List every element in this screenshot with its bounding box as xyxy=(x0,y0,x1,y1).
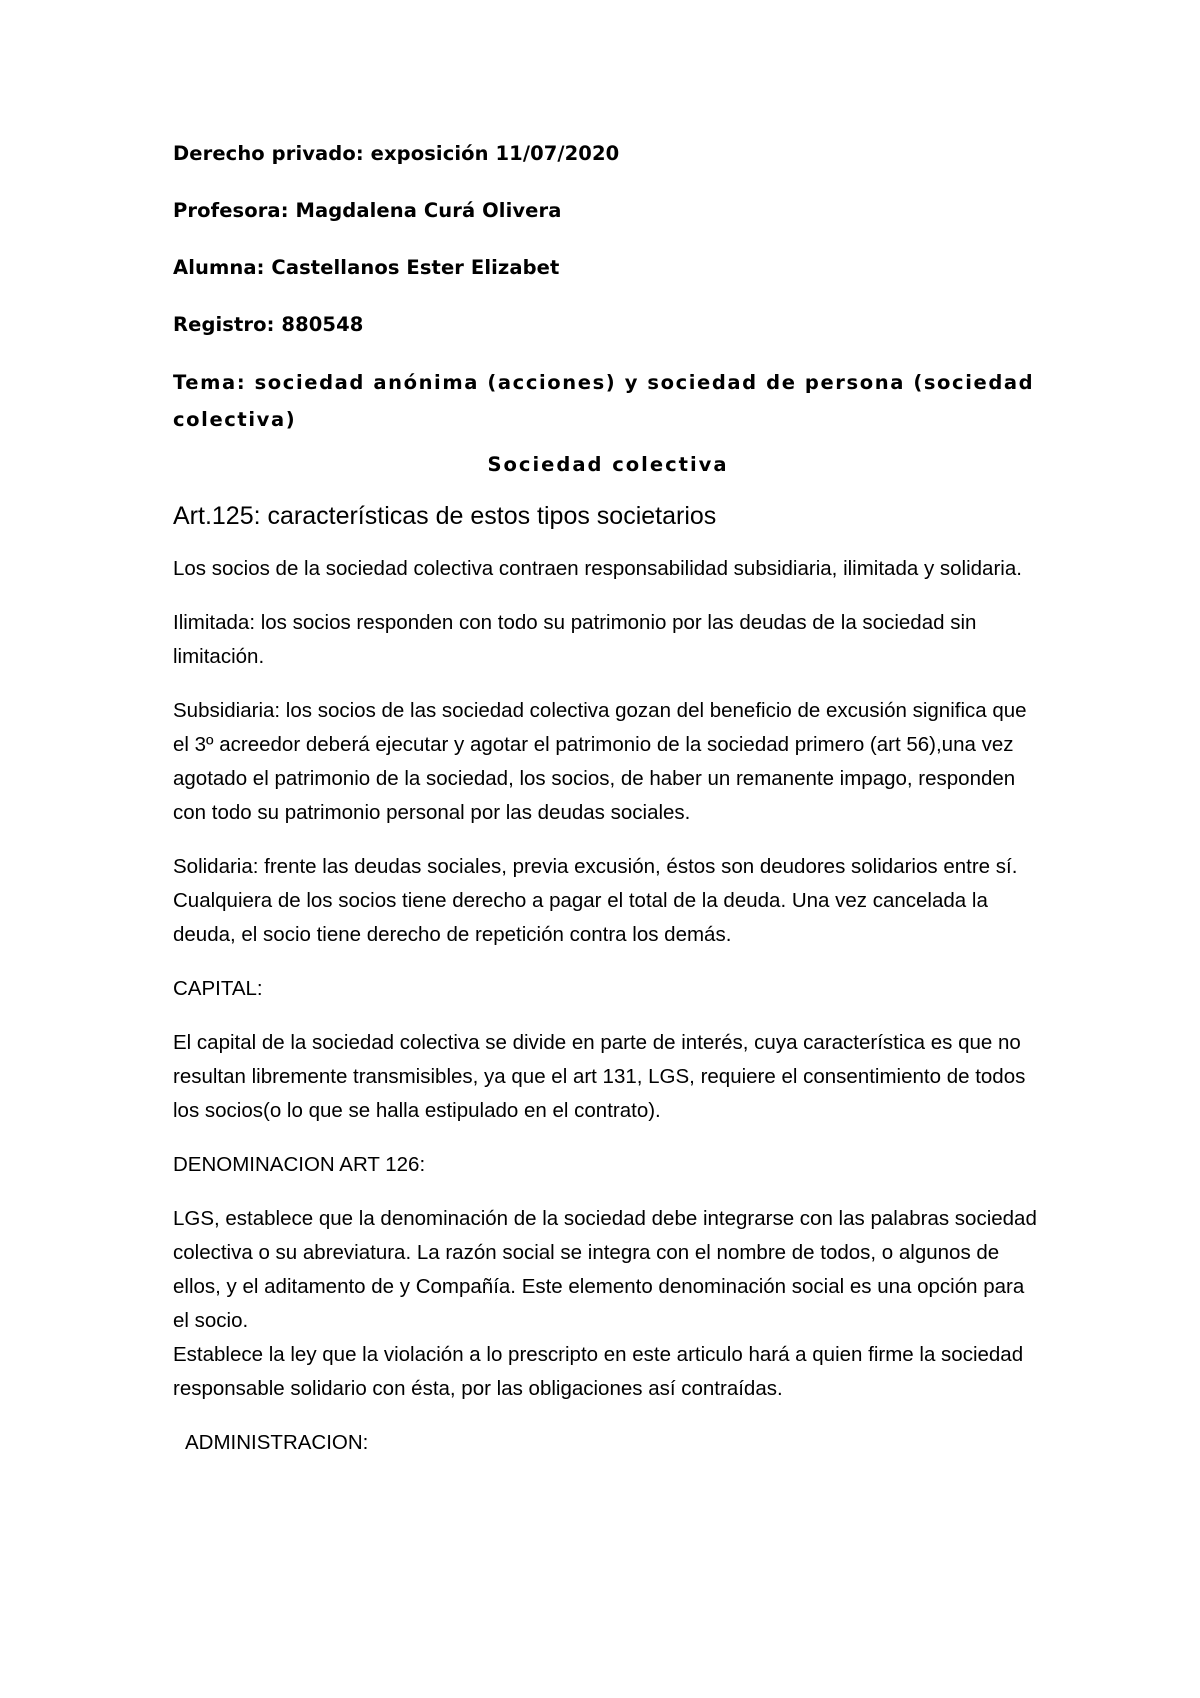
header-student: Alumna: Castellanos Ester Elizabet xyxy=(173,256,560,279)
tema-line: Tema: sociedad anónima (acciones) y sociedad de persona (sociedad colectiva) xyxy=(173,371,1035,431)
paragraph-ilimitada: Ilimitada: los socios responden con todo su patrimonio por las deudas de la sociedad sin limitación. xyxy=(173,611,977,668)
paragraph-solidaria: Solidaria: frente las deudas sociales, previa excusión, éstos son deudores solidarios entre sí. Cualquiera de los socios tiene derecho a pagar el total de la deuda. Una vez cancelada la deuda, el socio tiene derecho de repetición contra los demás. xyxy=(173,855,1018,946)
document-content xyxy=(173,142,1043,1460)
capital-label: CAPITAL: xyxy=(173,977,263,1000)
section-title: Sociedad colectiva xyxy=(487,453,729,476)
header-professor: Profesora: Magdalena Curá Olivera xyxy=(173,199,562,222)
paragraph-responsabilidad: Los socios de la sociedad colectiva contraen responsabilidad subsidiaria, ilimitada y solidaria. xyxy=(173,557,1022,580)
administracion-label: ADMINISTRACION: xyxy=(185,1431,369,1454)
header-subject-date: Derecho privado: exposición 11/07/2020 xyxy=(173,142,620,165)
header-registro: Registro: 880548 xyxy=(173,313,364,336)
denominacion-label: DENOMINACION ART 126: xyxy=(173,1153,426,1176)
paragraph-capital: El capital de la sociedad colectiva se divide en parte de interés, cuya característica es que no resultan libremente transmisibles, ya que el art 131, LGS, requiere el consentimiento de todos los socios(o lo que se halla estipulado en el contrato). xyxy=(173,1031,1026,1122)
paragraph-denominacion: LGS, establece que la denominación de la sociedad debe integrarse con las palabras sociedad colectiva o su abreviatura. La razón social se integra con el nombre de todos, o algunos de ellos, y el aditamento de y Compañía. Este elemento denominación social es una opción para el socio. xyxy=(173,1207,1037,1332)
paragraph-subsidiaria: Subsidiaria: los socios de las sociedad colectiva gozan del beneficio de excusión significa que el 3º acreedor deberá ejecutar y agotar el patrimonio de la sociedad primero (art 56),una vez agotado el patrimonio de la sociedad, los socios, de haber un remanente impago, responden con todo su patrimonio personal por las deudas sociales. xyxy=(173,699,1027,824)
paragraph-violacion: Establece la ley que la violación a lo prescripto en este articulo hará a quien firme la sociedad responsable solidario con ésta, por las obligaciones así contraídas. xyxy=(173,1343,1024,1400)
art-heading: Art.125: características de estos tipos societarios xyxy=(173,502,717,530)
